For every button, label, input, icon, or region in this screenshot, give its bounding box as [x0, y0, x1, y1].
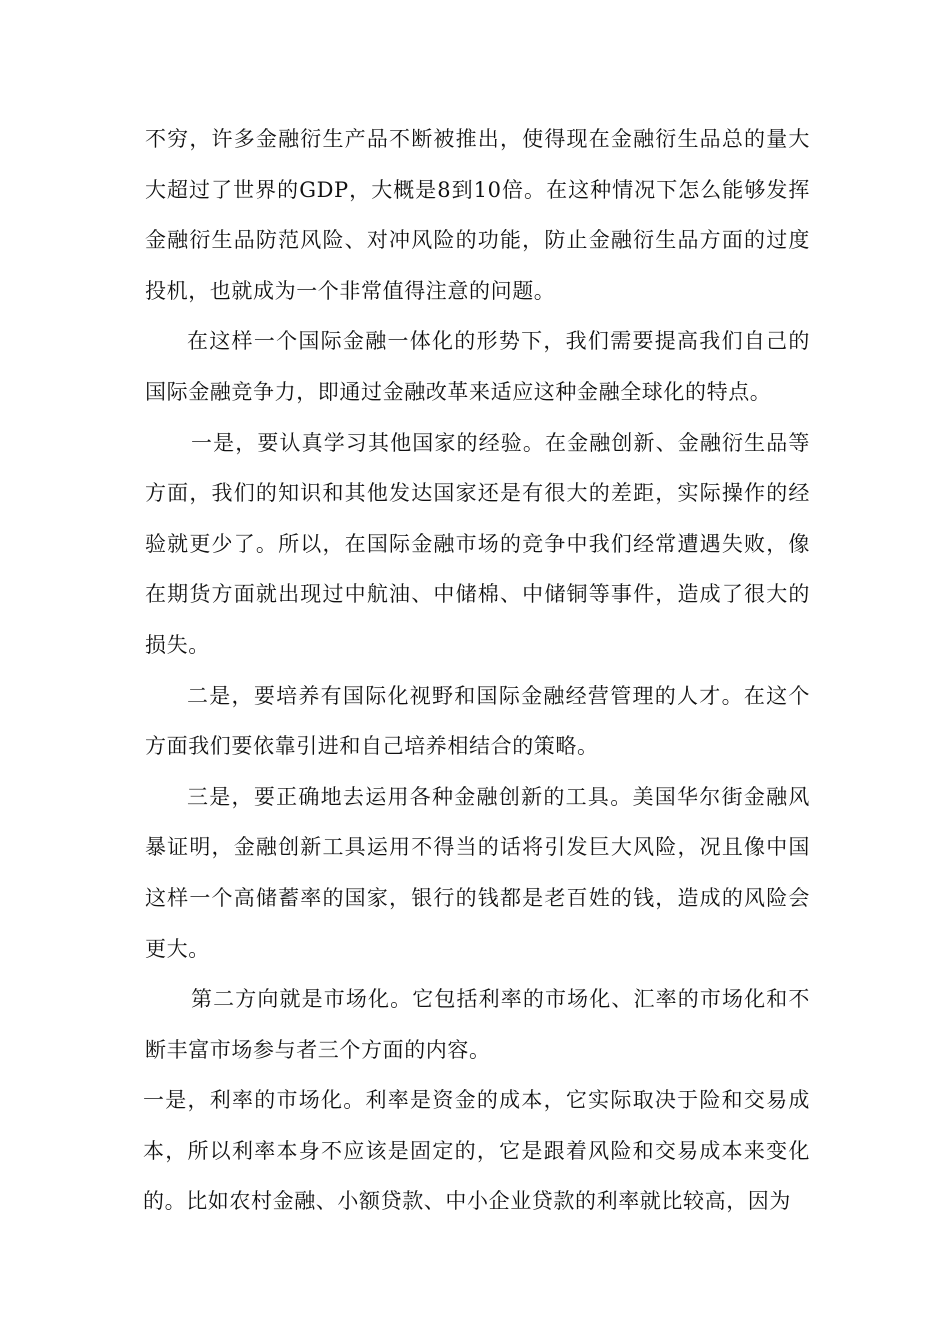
- body-text: [145, 114, 810, 1227]
- paragraph-6: 第二方向就是市场化。它包括利率的市场化、汇率的市场化和不断丰富市场参与者三个方面的内容。: [145, 987, 810, 1062]
- paragraph-4: 二是，要培养有国际化视野和国际金融经营管理的人才。在这个方面我们要依靠引进和自己培养相结合的策略。: [145, 683, 810, 759]
- paragraph-3: 一是，要认真学习其他国家的经验。在金融创新、金融衍生品等方面，我们的知识和其他发达国家还是有很大的差距，实际操作的经验就更少了。所以，在国际金融市场的竞争中我们经常遭遇失败，像在期货方面就出现过中航油、中储棉、中储铜等事件，造成了很大的损失。: [145, 430, 810, 657]
- paragraph-7: 一是，利率的市场化。利率是资金的成本，它实际取决于险和交易成本，所以利率本身不应该是固定的，它是跟着风险和交易成本来变化的。比如农村金融、小额贷款、中小企业贷款的利率就比较高，因为: [143, 1088, 810, 1214]
- paragraph-5: 三是，要正确地去运用各种金融创新的工具。美国华尔街金融风暴证明，金融创新工具运用不得当的话将引发巨大风险，况且像中国这样一个高储蓄率的国家，银行的钱都是老百姓的钱，造成的风险会更大。: [145, 784, 810, 961]
- paragraph-2: 在这样一个国际金融一体化的形势下，我们需要提高我们自己的国际金融竞争力，即通过金融改革来适应这种金融全球化的特点。: [145, 329, 810, 404]
- paragraph-1: 不穷，许多金融衍生产品不断被推出，使得现在金融衍生品总的量大大超过了世界的GDP，大概是8到10倍。在这种情况下怎么能够发挥金融衍生品防范风险、对冲风险的功能，防止金融衍生品方面的过度投机，也就成为一个非常值得注意的问题。: [145, 127, 810, 303]
